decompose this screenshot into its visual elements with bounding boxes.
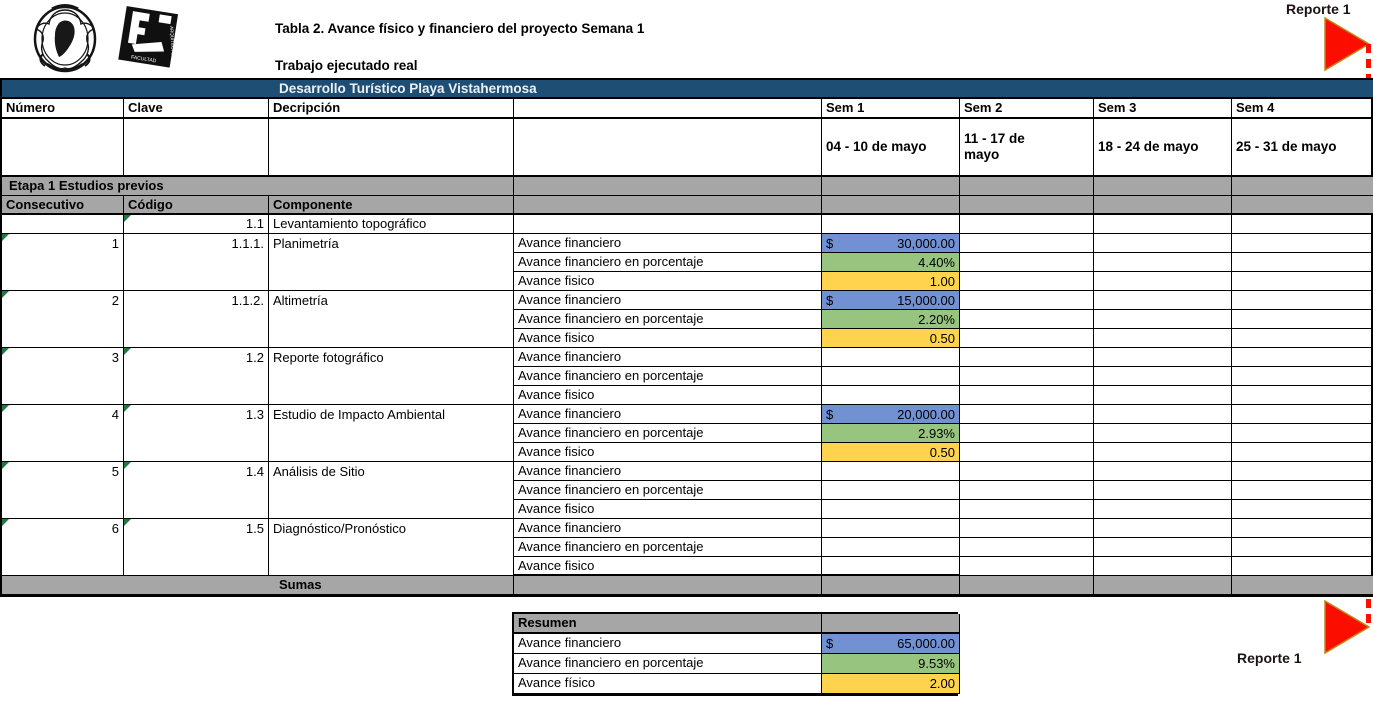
error-indicator-icon xyxy=(2,348,9,355)
week2-dates: 11 - 17 de mayo xyxy=(960,119,1094,177)
sheet-subtitle: Trabajo ejecutado real xyxy=(275,58,418,73)
summary-porcentaje-value[interactable]: 9.53% xyxy=(822,654,960,674)
g3-porcentaje-value[interactable] xyxy=(822,367,960,386)
stage-header: Etapa 1 Estudios previos xyxy=(2,177,514,196)
g4-porcentaje-value[interactable]: 2.93% xyxy=(822,424,960,443)
g2-porcentaje-value[interactable]: 2.20% xyxy=(822,310,960,329)
summary-table xyxy=(512,612,958,696)
cell-blank-gray[interactable] xyxy=(1094,196,1232,215)
cell-blank[interactable] xyxy=(269,119,514,177)
stage-col-codigo: Código xyxy=(124,196,269,215)
metric-label: Avance financiero xyxy=(514,291,822,310)
componente-estudio-impacto[interactable]: Estudio de Impacto Ambiental xyxy=(269,405,514,462)
table-banner: Desarrollo Turístico Playa Vistahermosa xyxy=(2,80,1373,99)
cell-blank-gray[interactable] xyxy=(960,576,1094,595)
metric-label: Avance financiero en porcentaje xyxy=(514,424,822,443)
metric-label: Avance financiero en porcentaje xyxy=(514,253,822,272)
componente-reporte-fotografico[interactable]: Reporte fotográfico xyxy=(269,348,514,405)
g6-financiero-value[interactable] xyxy=(822,519,960,538)
metric-label: Avance financiero xyxy=(514,234,822,253)
report-arrow-top-icon[interactable] xyxy=(1324,17,1371,72)
facultad-arquitectura-logo xyxy=(116,5,182,73)
error-indicator-icon xyxy=(124,519,131,526)
cell-blank-gray[interactable] xyxy=(1232,177,1373,196)
cell-blank-gray[interactable] xyxy=(822,614,960,634)
sem4-empty-cells[interactable] xyxy=(1232,215,1373,576)
codigo-1-1-2[interactable]: 1.1.2. xyxy=(124,291,269,348)
consecutivo-4[interactable]: 4 xyxy=(2,405,124,462)
componente-analisis-sitio[interactable]: Análisis de Sitio xyxy=(269,462,514,519)
cell-blank[interactable] xyxy=(514,215,822,234)
error-indicator-icon xyxy=(2,291,9,298)
codigo-1-1-1[interactable]: 1.1.1. xyxy=(124,234,269,291)
consecutivo-6[interactable]: 6 xyxy=(2,519,124,576)
col-header-decripcion: Decripción xyxy=(269,99,514,119)
col-header-sem3: Sem 3 xyxy=(1094,99,1232,119)
cell-blank-gray[interactable] xyxy=(960,177,1094,196)
summary-label-porcentaje: Avance financiero en porcentaje xyxy=(514,654,822,674)
g5-porcentaje-value[interactable] xyxy=(822,481,960,500)
cell-blank-gray[interactable] xyxy=(1232,576,1373,595)
metric-label: Avance fisico xyxy=(514,443,822,462)
metric-label: Avance fisico xyxy=(514,329,822,348)
cell-blank[interactable] xyxy=(514,119,822,177)
g6-porcentaje-value[interactable] xyxy=(822,538,960,557)
project-progress-table xyxy=(0,78,1373,597)
g1-fisico-value[interactable]: 1.00 xyxy=(822,272,960,291)
cell-blank[interactable] xyxy=(124,119,269,177)
week4-dates: 25 - 31 de mayo xyxy=(1232,119,1373,177)
componente-altimetria[interactable]: Altimetría xyxy=(269,291,514,348)
error-indicator-icon xyxy=(2,462,9,469)
svg-text:FACULTAD: FACULTAD xyxy=(130,54,157,65)
error-indicator-icon xyxy=(124,215,131,222)
sheet-title: Tabla 2. Avance físico y financiero del proyecto Semana 1 xyxy=(275,21,645,36)
cell-blank-gray[interactable] xyxy=(514,196,822,215)
consecutivo-5[interactable]: 5 xyxy=(2,462,124,519)
metric-label: Avance financiero en porcentaje xyxy=(514,481,822,500)
col-header-blank xyxy=(514,99,822,119)
summary-financiero-value[interactable]: $ 65,000.00 xyxy=(822,634,960,654)
codigo-1-4[interactable]: 1.4 xyxy=(124,462,269,519)
consecutivo-2[interactable]: 2 xyxy=(2,291,124,348)
col-header-sem4: Sem 4 xyxy=(1232,99,1373,119)
consecutivo-3[interactable]: 3 xyxy=(2,348,124,405)
codigo-1-2[interactable]: 1.2 xyxy=(124,348,269,405)
consecutivo-1[interactable]: 1 xyxy=(2,234,124,291)
cell-blank-gray[interactable] xyxy=(960,196,1094,215)
codigo-1-5[interactable]: 1.5 xyxy=(124,519,269,576)
metric-label: Avance financiero en porcentaje xyxy=(514,367,822,386)
unam-crest-logo xyxy=(29,2,101,76)
error-indicator-icon xyxy=(2,234,9,241)
sums-row-label: Sumas xyxy=(2,576,514,595)
metric-label: Avance fisico xyxy=(514,386,822,405)
summary-title: Resumen xyxy=(514,614,822,634)
svg-text:ARQUITECTURA: ARQUITECTURA xyxy=(169,25,176,62)
metric-label: Avance financiero xyxy=(514,519,822,538)
g1-financiero-value[interactable]: $ 30,000.00 xyxy=(822,234,960,253)
metric-label: Avance fisico xyxy=(514,500,822,519)
g1-porcentaje-value[interactable]: 4.40% xyxy=(822,253,960,272)
col-header-numero: Número xyxy=(2,99,124,119)
g6-fisico-value[interactable] xyxy=(822,557,960,576)
stage-col-consecutivo: Consecutivo xyxy=(2,196,124,215)
g5-financiero-value[interactable] xyxy=(822,462,960,481)
cell-blank-gray[interactable] xyxy=(1094,177,1232,196)
col-header-clave: Clave xyxy=(124,99,269,119)
error-indicator-icon xyxy=(124,462,131,469)
metric-label: Avance financiero en porcentaje xyxy=(514,538,822,557)
metric-label: Avance financiero en porcentaje xyxy=(514,310,822,329)
col-header-sem1: Sem 1 xyxy=(822,99,960,119)
g2-fisico-value[interactable]: 0.50 xyxy=(822,329,960,348)
error-indicator-icon xyxy=(124,405,131,412)
cell-blank[interactable] xyxy=(2,215,124,234)
cell-blank[interactable] xyxy=(2,119,124,177)
metric-label: Avance financiero xyxy=(514,462,822,481)
g3-fisico-value[interactable] xyxy=(822,386,960,405)
error-indicator-icon xyxy=(2,405,9,412)
g4-fisico-value[interactable]: 0.50 xyxy=(822,443,960,462)
error-indicator-icon xyxy=(124,348,131,355)
week3-dates: 18 - 24 de mayo xyxy=(1094,119,1232,177)
codigo-1-1[interactable]: 1.1 xyxy=(124,215,269,234)
error-indicator-icon xyxy=(2,519,9,526)
cell-blank-gray[interactable] xyxy=(822,576,960,595)
cell-blank-gray[interactable] xyxy=(1232,196,1373,215)
stage-col-componente: Componente xyxy=(269,196,514,215)
metric-label: Avance fisico xyxy=(514,272,822,291)
metric-label: Avance financiero xyxy=(514,348,822,367)
summary-label-fisico: Avance físico xyxy=(514,674,822,694)
week1-dates: 04 - 10 de mayo xyxy=(822,119,960,177)
report-label-top: Reporte 1 xyxy=(1286,1,1351,17)
summary-label-financiero: Avance financiero xyxy=(514,634,822,654)
componente-planimetria[interactable]: Planimetría xyxy=(269,234,514,291)
sem3-empty-cells[interactable] xyxy=(1094,215,1232,576)
sem2-empty-cells[interactable] xyxy=(960,215,1094,576)
g5-fisico-value[interactable] xyxy=(822,500,960,519)
codigo-1-3[interactable]: 1.3 xyxy=(124,405,269,462)
componente-levantamiento[interactable]: Levantamiento topográfico xyxy=(269,215,514,234)
componente-diagnostico[interactable]: Diagnóstico/Pronóstico xyxy=(269,519,514,576)
g2-financiero-value[interactable]: $ 15,000.00 xyxy=(822,291,960,310)
g3-financiero-value[interactable] xyxy=(822,348,960,367)
summary-fisico-value[interactable]: 2.00 xyxy=(822,674,960,694)
cell-blank-gray[interactable] xyxy=(514,177,822,196)
cell-blank-gray[interactable] xyxy=(822,177,960,196)
metric-label: Avance financiero xyxy=(514,405,822,424)
col-header-sem2: Sem 2 xyxy=(960,99,1094,119)
report-arrow-bottom-icon[interactable] xyxy=(1324,600,1371,655)
cell-blank-gray[interactable] xyxy=(822,196,960,215)
metric-label: Avance fisico xyxy=(514,557,822,576)
cell-blank-gray[interactable] xyxy=(514,576,822,595)
cell-blank-gray[interactable] xyxy=(1094,576,1232,595)
cell-blank[interactable] xyxy=(822,215,960,234)
report-label-bottom: Reporte 1 xyxy=(1237,650,1302,666)
g4-financiero-value[interactable]: $ 20,000.00 xyxy=(822,405,960,424)
